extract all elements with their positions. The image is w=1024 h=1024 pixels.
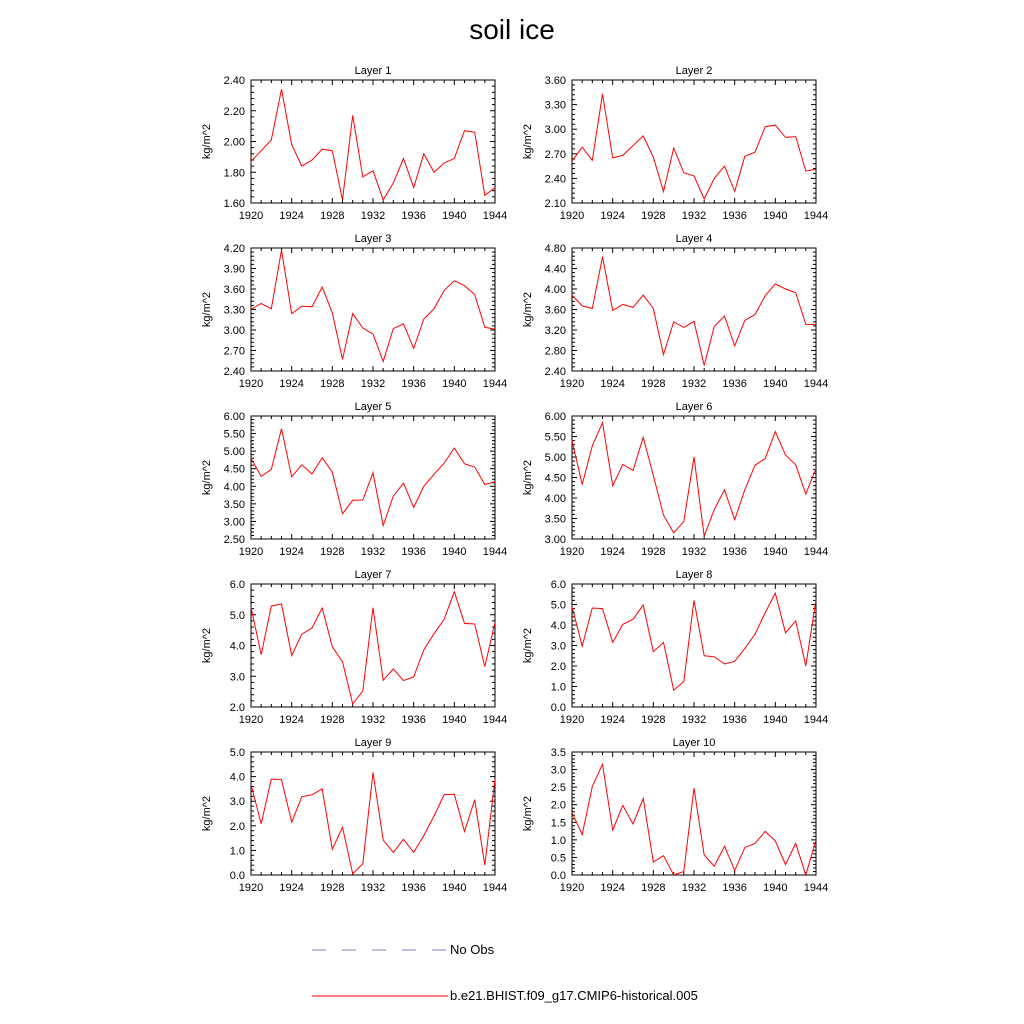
x-tick-label: 1928: [641, 210, 666, 222]
x-tick-label: 1932: [360, 714, 386, 726]
y-tick-label: 3.60: [544, 75, 566, 87]
x-tick-label: 1920: [559, 882, 585, 894]
y-tick-label: 4.50: [544, 472, 566, 485]
y-axis-label: kg/m^2: [201, 123, 213, 160]
chart-main-title: soil ice: [469, 14, 555, 45]
y-tick-label: 3.00: [223, 516, 245, 529]
y-tick-label: 3.00: [223, 325, 245, 337]
y-tick-label: 3.30: [544, 99, 566, 112]
y-tick-label: 2.0: [229, 820, 245, 833]
y-tick-label: 4.00: [223, 481, 245, 494]
panel-title: Layer 6: [675, 401, 713, 413]
panel-title: Layer 8: [675, 569, 713, 581]
series-line: [572, 593, 816, 690]
x-tick-label: 1944: [803, 714, 829, 726]
y-tick-label: 5.50: [223, 428, 245, 441]
chart-panel-1: [201, 65, 507, 222]
y-tick-label: 1.5: [550, 817, 566, 830]
x-tick-label: 1928: [641, 882, 666, 894]
y-tick-label: 0.5: [550, 852, 566, 865]
x-tick-label: 1924: [279, 378, 304, 390]
panel-title: Layer 1: [354, 65, 392, 77]
y-tick-label: 6.00: [544, 411, 566, 423]
x-tick-label: 1920: [559, 210, 585, 222]
chart-panel-10: [522, 737, 828, 894]
series-line: [251, 89, 495, 200]
x-tick-label: 1928: [320, 714, 345, 726]
y-tick-label: 0.0: [550, 702, 566, 714]
x-tick-label: 1924: [279, 714, 304, 726]
x-tick-label: 1932: [681, 546, 707, 558]
x-tick-label: 1944: [803, 210, 829, 222]
y-tick-label: 2.40: [544, 366, 566, 378]
y-tick-label: 0.0: [229, 870, 245, 882]
y-tick-label: 4.0: [229, 771, 245, 784]
x-tick-label: 1924: [600, 882, 625, 894]
x-tick-label: 1928: [641, 546, 666, 558]
y-tick-label: 3.20: [544, 325, 566, 337]
x-tick-label: 1932: [681, 378, 707, 390]
x-tick-label: 1924: [279, 882, 304, 894]
series-line: [251, 429, 495, 526]
y-tick-label: 5.0: [550, 599, 566, 612]
x-tick-label: 1944: [803, 378, 829, 390]
y-tick-label: 4.00: [544, 284, 566, 296]
plot-frame: [572, 416, 816, 539]
x-tick-label: 1936: [722, 714, 747, 726]
x-tick-label: 1932: [360, 882, 386, 894]
x-tick-label: 1936: [401, 882, 426, 894]
y-tick-label: 2.40: [223, 75, 245, 87]
y-axis-label: kg/m^2: [201, 291, 213, 328]
y-axis-label: kg/m^2: [201, 795, 213, 832]
y-tick-label: 3.50: [544, 513, 566, 526]
x-tick-label: 1920: [238, 210, 264, 222]
y-tick-label: 2.70: [544, 148, 566, 161]
chart-panel-2: [522, 65, 828, 222]
y-tick-label: 3.5: [550, 747, 566, 759]
x-tick-label: 1932: [681, 882, 707, 894]
y-tick-label: 2.20: [223, 105, 245, 118]
y-tick-label: 3.50: [223, 498, 245, 511]
x-tick-label: 1940: [763, 546, 788, 558]
chart-panel-7: [201, 569, 507, 726]
x-tick-label: 1928: [320, 378, 345, 390]
x-tick-label: 1924: [600, 378, 625, 390]
legend-label-model: b.e21.BHIST.f09_g17.CMIP6-historical.005: [450, 988, 698, 1003]
series-line: [572, 94, 816, 199]
plot-frame: [251, 80, 495, 203]
panel-title: Layer 4: [675, 233, 713, 245]
x-tick-label: 1944: [803, 546, 829, 558]
chart-panel-3: [201, 233, 507, 390]
x-tick-label: 1932: [360, 210, 386, 222]
x-tick-label: 1944: [482, 546, 508, 558]
y-tick-label: 2.70: [223, 345, 245, 358]
y-tick-label: 4.50: [223, 463, 245, 476]
y-tick-label: 2.80: [544, 345, 566, 358]
x-tick-label: 1932: [681, 210, 707, 222]
y-tick-label: 6.00: [223, 411, 245, 423]
panel-title: Layer 10: [672, 737, 716, 749]
panel-title: Layer 2: [675, 65, 713, 77]
x-tick-label: 1920: [238, 378, 264, 390]
y-axis-label: kg/m^2: [522, 627, 534, 664]
y-tick-label: 4.0: [550, 620, 566, 632]
chart-panel-5: [201, 401, 507, 558]
y-tick-label: 1.0: [550, 681, 566, 694]
chart-panel-4: [522, 233, 828, 390]
series-line: [251, 772, 495, 873]
y-tick-label: 0.0: [550, 870, 566, 882]
y-tick-label: 2.40: [223, 366, 245, 378]
y-tick-label: 5.0: [229, 609, 245, 622]
x-tick-label: 1932: [360, 546, 386, 558]
x-tick-label: 1924: [600, 546, 625, 558]
x-tick-label: 1936: [722, 378, 747, 390]
y-tick-label: 5.00: [544, 452, 566, 464]
y-tick-label: 5.0: [229, 747, 245, 759]
y-tick-label: 3.0: [229, 796, 245, 809]
y-tick-label: 1.80: [223, 167, 245, 180]
y-tick-label: 2.0: [550, 661, 566, 673]
x-tick-label: 1924: [279, 546, 304, 558]
x-tick-label: 1940: [763, 882, 788, 894]
x-tick-label: 1920: [238, 882, 264, 894]
x-tick-label: 1940: [763, 714, 788, 726]
plot-frame: [251, 248, 495, 371]
x-tick-label: 1920: [559, 714, 585, 726]
x-tick-label: 1928: [320, 882, 345, 894]
plot-frame: [251, 416, 495, 539]
y-tick-label: 3.0: [550, 764, 566, 777]
y-tick-label: 2.10: [544, 198, 566, 210]
y-tick-label: 1.0: [550, 834, 566, 847]
y-tick-label: 4.40: [544, 263, 566, 276]
y-axis-label: kg/m^2: [522, 459, 534, 496]
y-tick-label: 3.90: [223, 263, 245, 276]
x-tick-label: 1928: [641, 714, 666, 726]
panel-title: Layer 9: [354, 737, 392, 749]
x-tick-label: 1920: [238, 546, 264, 558]
series-line: [572, 257, 816, 366]
x-tick-label: 1928: [641, 378, 666, 390]
legend-label-no-obs: No Obs: [450, 942, 495, 957]
x-tick-label: 1944: [482, 714, 508, 726]
y-axis-label: kg/m^2: [201, 627, 213, 664]
y-tick-label: 2.5: [550, 782, 566, 795]
y-tick-label: 3.60: [544, 304, 566, 317]
series-line: [572, 764, 816, 875]
panel-title: Layer 7: [354, 569, 392, 581]
chart-panel-8: [522, 569, 828, 726]
x-tick-label: 1940: [763, 378, 788, 390]
y-tick-label: 2.50: [223, 534, 245, 546]
x-tick-label: 1920: [559, 546, 585, 558]
x-tick-label: 1944: [482, 378, 508, 390]
x-tick-label: 1940: [442, 210, 467, 222]
x-tick-label: 1924: [600, 210, 625, 222]
y-tick-label: 2.40: [544, 173, 566, 186]
y-tick-label: 4.20: [223, 243, 245, 255]
y-tick-label: 3.00: [544, 534, 566, 546]
x-tick-label: 1936: [722, 210, 747, 222]
y-tick-label: 6.0: [229, 579, 245, 591]
x-tick-label: 1944: [482, 882, 508, 894]
y-tick-label: 6.0: [550, 579, 566, 591]
y-tick-label: 3.00: [544, 124, 566, 137]
plot-frame: [572, 248, 816, 371]
panel-title: Layer 5: [354, 401, 392, 413]
y-tick-label: 2.00: [223, 136, 245, 149]
y-tick-label: 2.0: [229, 702, 245, 714]
legend-line-model: [310, 990, 450, 1002]
x-tick-label: 1940: [442, 714, 467, 726]
chart-panel-9: [201, 737, 507, 894]
y-tick-label: 1.0: [229, 845, 245, 858]
plot-frame: [572, 80, 816, 203]
y-tick-label: 3.0: [229, 671, 245, 684]
y-axis-label: kg/m^2: [201, 459, 213, 496]
panel-title: Layer 3: [354, 233, 392, 245]
y-axis-label: kg/m^2: [522, 291, 534, 328]
legend-line-no-obs: [310, 944, 450, 956]
x-tick-label: 1924: [279, 210, 304, 222]
y-tick-label: 2.0: [550, 799, 566, 812]
y-axis-label: kg/m^2: [522, 123, 534, 160]
x-tick-label: 1936: [401, 714, 426, 726]
x-tick-label: 1940: [763, 210, 788, 222]
x-tick-label: 1928: [320, 210, 345, 222]
x-tick-label: 1940: [442, 546, 467, 558]
y-tick-label: 3.30: [223, 304, 245, 317]
x-tick-label: 1944: [482, 210, 508, 222]
y-tick-label: 5.50: [544, 431, 566, 444]
x-tick-label: 1928: [320, 546, 345, 558]
y-tick-label: 5.00: [223, 446, 245, 459]
x-tick-label: 1940: [442, 882, 467, 894]
y-tick-label: 3.60: [223, 284, 245, 296]
x-tick-label: 1920: [559, 378, 585, 390]
series-line: [251, 250, 495, 361]
plot-frame: [572, 752, 816, 875]
x-tick-label: 1920: [238, 714, 264, 726]
x-tick-label: 1924: [600, 714, 625, 726]
y-tick-label: 4.00: [544, 493, 566, 505]
plot-frame: [251, 584, 495, 707]
chart-panel-6: [522, 401, 828, 558]
y-axis-label: kg/m^2: [522, 795, 534, 832]
y-tick-label: 4.0: [229, 640, 245, 653]
x-tick-label: 1936: [401, 210, 426, 222]
y-tick-label: 4.80: [544, 243, 566, 255]
x-tick-label: 1936: [401, 378, 426, 390]
x-tick-label: 1936: [722, 546, 747, 558]
y-tick-label: 1.60: [223, 198, 245, 210]
y-tick-label: 3.0: [550, 640, 566, 653]
x-tick-label: 1932: [681, 714, 707, 726]
plot-frame: [251, 752, 495, 875]
x-tick-label: 1932: [360, 378, 386, 390]
x-tick-label: 1936: [722, 882, 747, 894]
x-tick-label: 1936: [401, 546, 426, 558]
series-line: [572, 423, 816, 536]
series-line: [251, 592, 495, 704]
x-tick-label: 1944: [803, 882, 829, 894]
x-tick-label: 1940: [442, 378, 467, 390]
